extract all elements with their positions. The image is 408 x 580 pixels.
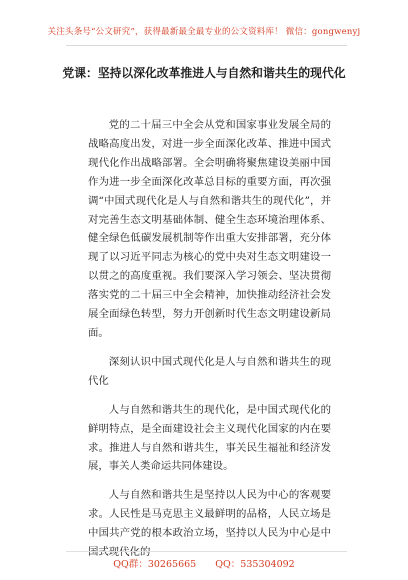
footer-qq-group: QQ群：30265665 [113,559,197,570]
section-heading: 深刻认识中国式现代化是人与自然和谐共生的现代化 [88,355,331,387]
footer-contacts [0,556,408,570]
footer-qq: QQ：535304092 [215,559,295,570]
promo-header: 关注头条号“公文研究”，获得最新最全最专业的公文资料库！ 微信：gongwenyj [47,27,361,37]
document-body [88,116,331,562]
header-divider [66,45,347,46]
document-title: 党课：坚持以深化改革推进人与自然和谐共生的现代化 [62,66,346,80]
paragraph-characteristics: 人与自然和谐共生的现代化，是中国式现代化的鲜明特点，是全面建设社会主义现代化国家的内在要求。推进人与自然和谐共生，事关民生福祉和经济发展，事关人类命运共同体建设。 [88,403,331,473]
footer-divider [66,551,347,552]
paragraph-intro: 党的二十届三中全会从党和国家事业发展全局的战略高度出发，对进一步全面深化改革、推进中国式现代化作出战略部署。全会明确将聚焦建设美丽中国作为进一步全面深化改革总目标的重要方面，再次强调“中国式现代化是人与自然和谐共生的现代化”，并对完善生态文明基础体制、健全生态环境治理体系、健全绿色低碳发展机制等作出重大安排部署，充分体现了以习近平同志为核心的党中央对生态文明建设一以贯之的高度重视。我们要深入学习领会、坚决贯彻落实党的二十届三中全会精神，加快推动经济社会发展全面绿色转型，努力开创新时代生态文明建设新局面。 [88,119,331,339]
paragraph-people-centered: 人与自然和谐共生是坚持以人民为中心的客观要求。人民性是马克思主义最鲜明的品格，人民立场是中国共产党的根本政治立场，坚持以人民为中心是中国式现代化的 [88,489,331,559]
